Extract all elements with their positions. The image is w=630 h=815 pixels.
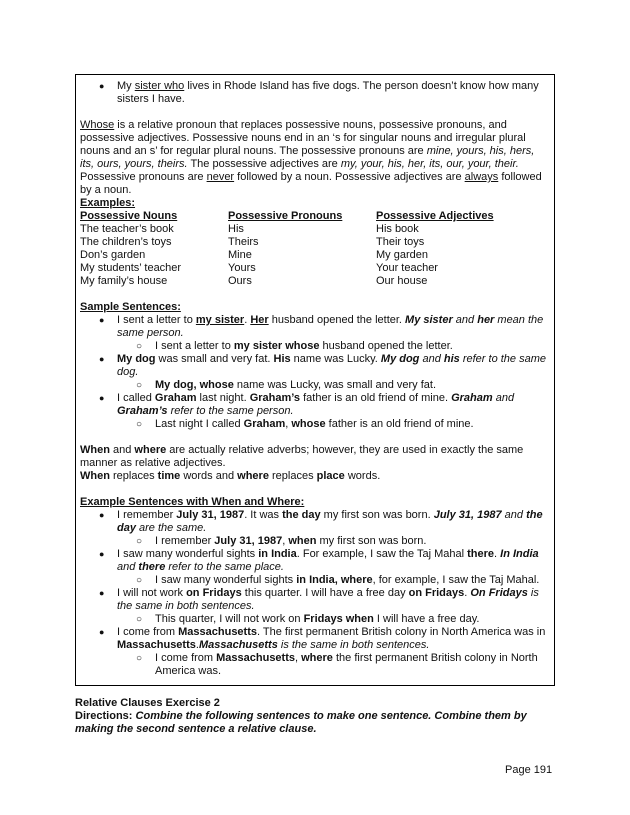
when-where-bullet: ● I will not work on Fridays this quarter. I will have a free day on Fridays. On Fridays is the same in both sentences. ○ This quarter, I will not work on Fridays when I will have a free day. xyxy=(80,587,550,626)
header-nouns: Possessive Nouns xyxy=(80,210,178,222)
when-where-bullet: ● I remember July 31, 1987. It was the day my first son was born. July 31, 1987 and the day are the same. ○ I remember July 31, 1987, when my first son was born. xyxy=(80,509,550,548)
table-cell: The children’s toys xyxy=(80,236,172,248)
when-where-sub-bullet: ○ This quarter, I will not work on Fridays when I will have a free day. xyxy=(117,613,550,626)
when-where-list xyxy=(80,509,550,678)
when-where-bullet: ● I come from Massachusetts. The first permanent British colony in North America was in Massachusetts.Massachusetts is the same in both sentences. ○ I come from Massachusetts, where the first permanent British colony in North America was. xyxy=(80,626,550,678)
table-cell: Theirs xyxy=(228,236,259,248)
exercise-title: Relative Clauses Exercise 2 xyxy=(75,697,220,709)
examples-heading: Examples: xyxy=(80,197,136,209)
table-cell: Don’s garden xyxy=(80,249,146,261)
whose-paragraph: Whose is a relative pronoun that replaces possessive nouns, possessive pronouns, and possessive adjectives. Possessive nouns end in an ‘s for singular nouns and irregular plural nouns and an s’ for regular plural nouns. The possessive pronouns are mine, yours, his, hers, its, ours, yours, theirs. The possessive adjectives are my, your, his, her, its, our, your, their. Possessive pronouns are never followed by a noun. Possessive adjectives are always followed by a noun. xyxy=(80,119,542,196)
table-cell: Ours xyxy=(228,275,252,287)
table-cell: Mine xyxy=(228,249,252,261)
sample-sub-bullet: ○ My dog, whose name was Lucky, was small and very fat. xyxy=(117,379,550,392)
adverbs-rule: When replaces time words and where replaces place words. xyxy=(80,470,381,482)
table-cell: Your teacher xyxy=(376,262,438,274)
table-cell: My students’ teacher xyxy=(80,262,182,274)
sample-heading: Sample Sentences: xyxy=(80,301,181,313)
table-cell: Yours xyxy=(228,262,256,274)
when-where-sub-bullet: ○ I come from Massachusetts, where the first permanent British colony in North America was. xyxy=(117,652,550,678)
table-cell: His book xyxy=(376,223,419,235)
intro-list xyxy=(80,80,550,106)
when-where-bullet: ● I saw many wonderful sights in India. For example, I saw the Taj Mahal there. In India and there refer to the same place. ○ I saw many wonderful sights in India, where, for example, I saw the Taj Mahal. xyxy=(80,548,550,587)
exercise-directions: Directions: Combine the following sentences to make one sentence. Combine them by making the second sentence a relative clause. xyxy=(75,710,527,735)
sample-bullet: ● My dog was small and very fat. His name was Lucky. My dog and his refer to the same dog. ○ My dog, whose name was Lucky, was small and very fat. xyxy=(80,353,550,392)
possessive-table xyxy=(80,210,494,288)
table-row xyxy=(80,262,494,275)
table-cell: My garden xyxy=(376,249,428,261)
exercise-section xyxy=(75,697,555,736)
table-cell: The teacher’s book xyxy=(80,223,174,235)
table-cell: His xyxy=(228,223,244,235)
table-row xyxy=(80,223,494,236)
when-where-heading: Example Sentences with When and Where: xyxy=(80,496,305,508)
sample-sub-bullet: ○ Last night I called Graham, whose father is an old friend of mine. xyxy=(117,418,550,431)
table-row xyxy=(80,275,494,288)
sample-sub-bullet: ○ I sent a letter to my sister whose husband opened the letter. xyxy=(117,340,550,353)
table-header-row xyxy=(80,210,494,223)
header-adjectives: Possessive Adjectives xyxy=(376,210,494,222)
intro-bullet: ● My sister who lives in Rhode Island has five dogs. The person doesn’t know how many sisters I have. xyxy=(80,80,550,106)
page-number: Page 191 xyxy=(505,764,553,776)
sample-bullet: ● I sent a letter to my sister. Her husband opened the letter. My sister and her mean the same person. ○ I sent a letter to my sister whose husband opened the letter. xyxy=(80,314,550,353)
content-box xyxy=(75,74,555,686)
sample-bullet: ● I called Graham last night. Graham’s father is an old friend of mine. Graham and Graham’s refer to the same person. ○ Last night I called Graham, whose father is an old friend of mine. xyxy=(80,392,550,431)
table-row xyxy=(80,249,494,262)
when-where-sub-bullet: ○ I remember July 31, 1987, when my first son was born. xyxy=(117,535,550,548)
sample-list xyxy=(80,314,550,431)
header-pronouns: Possessive Pronouns xyxy=(228,210,343,222)
table-row xyxy=(80,236,494,249)
adverbs-paragraph: When and where are actually relative adverbs; however, they are used in exactly the same manner as relative adjectives. xyxy=(80,444,524,469)
table-cell: My family’s house xyxy=(80,275,168,287)
table-cell: Their toys xyxy=(376,236,425,248)
when-where-sub-bullet: ○ I saw many wonderful sights in India, where, for example, I saw the Taj Mahal. xyxy=(117,574,550,587)
table-cell: Our house xyxy=(376,275,428,287)
